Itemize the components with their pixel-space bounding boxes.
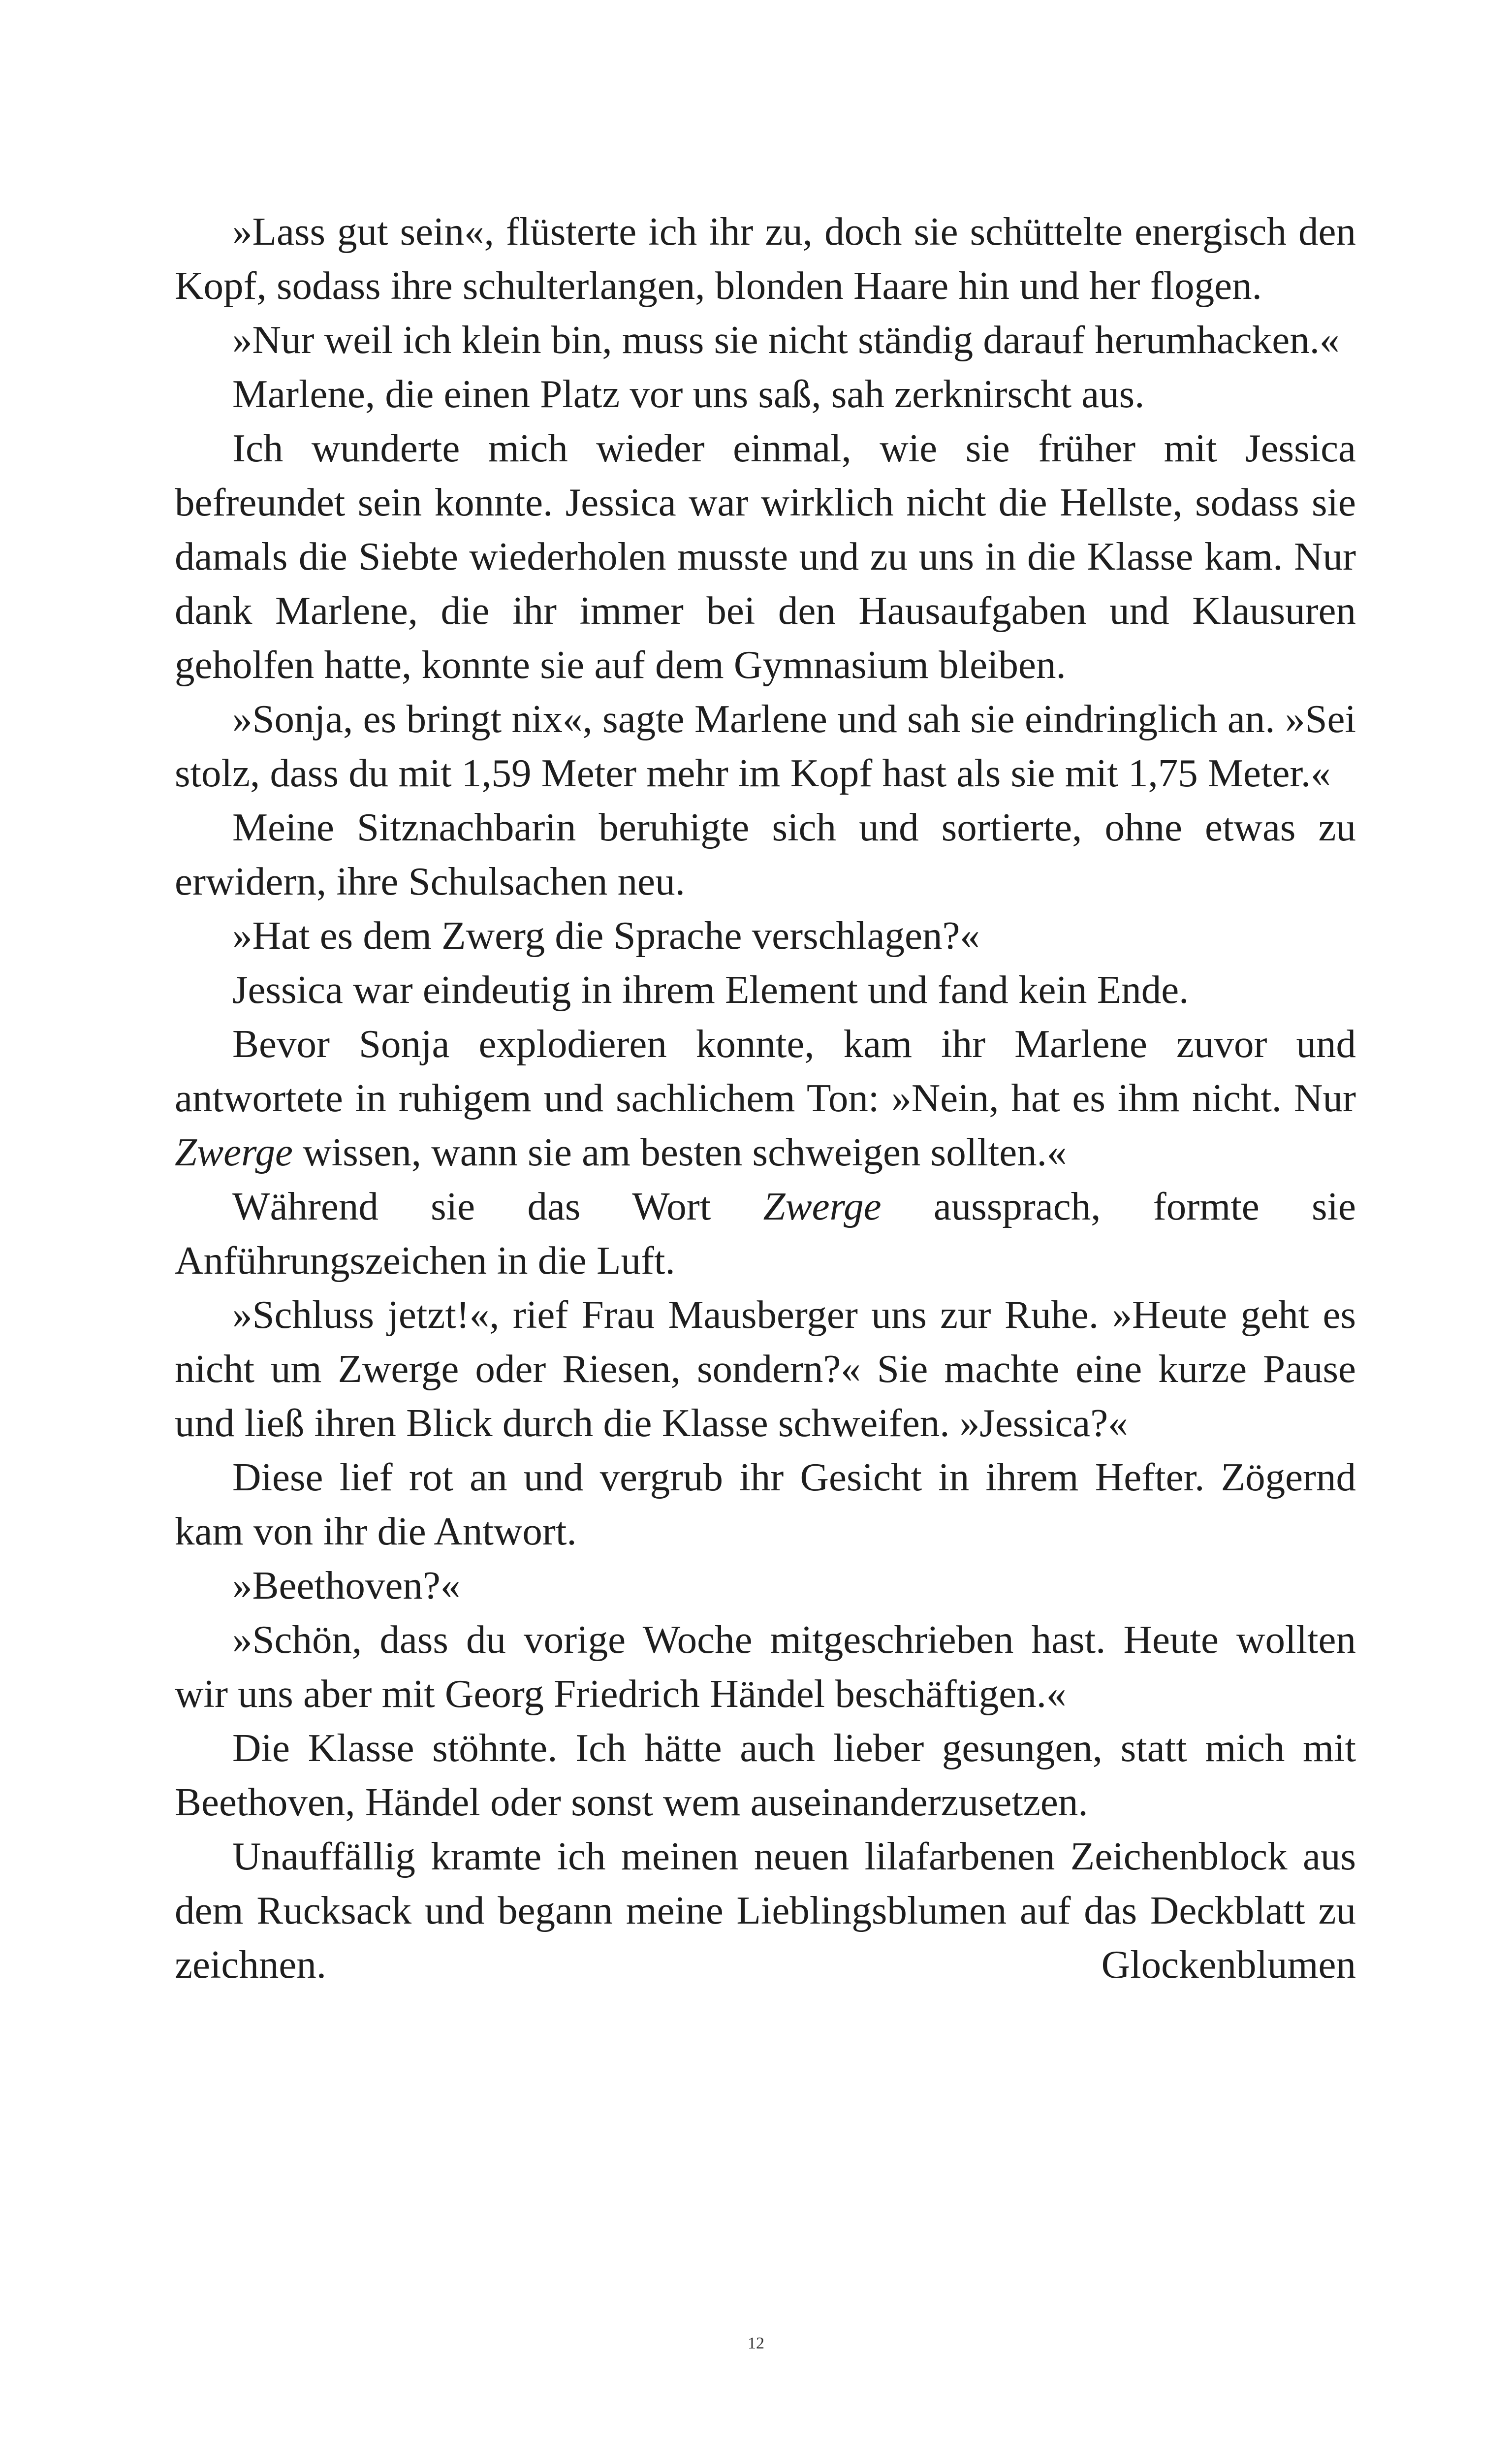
text-run: Während sie das Wort (232, 1184, 763, 1228)
text-run: Unauffällig kramte ich meinen neuen lilafarbenen Zeichenblock aus dem Rucksack und begann meine Lieblingsblumen auf das Deckblatt zu zeichnen. Glockenblumen (175, 1834, 1356, 1987)
paragraph (175, 367, 1356, 421)
page-number: 12 (748, 2334, 764, 2352)
paragraph (175, 421, 1356, 692)
paragraph (175, 1017, 1356, 1179)
paragraph (175, 313, 1356, 367)
emphasized-text: Zwerge (763, 1184, 882, 1228)
text-run: Bevor Sonja explodieren konnte, kam ihr Marlene zuvor und antwortete in ruhigem und sachlichem Ton: »Nein, hat es ihm nicht. Nur (175, 1022, 1356, 1120)
paragraph (175, 963, 1356, 1017)
paragraph (175, 1612, 1356, 1721)
paragraph (175, 800, 1356, 908)
text-run: »Beethoven?« (232, 1563, 461, 1607)
paragraph (175, 1287, 1356, 1450)
text-run: »Schluss jetzt!«, rief Frau Mausberger uns zur Ruhe. »Heute geht es nicht um Zwerge oder Riesen, sondern?« Sie machte eine kurze Pause und ließ ihren Blick durch die Klasse schweifen. »Jessica?« (175, 1292, 1356, 1445)
text-run: »Hat es dem Zwerg die Sprache verschlagen?« (232, 913, 980, 958)
text-run: »Lass gut sein«, flüsterte ich ihr zu, doch sie schüttelte energisch den Kopf, sodass ihre schulterlangen, blonden Haare hin und her flogen. (175, 209, 1356, 308)
paragraph (175, 1450, 1356, 1558)
text-run: Die Klasse stöhnte. Ich hätte auch lieber gesungen, statt mich mit Beethoven, Händel oder sonst wem auseinanderzusetzen. (175, 1726, 1356, 1824)
text-run: Jessica war eindeutig in ihrem Element und fand kein Ende. (232, 967, 1189, 1012)
text-run: Diese lief rot an und vergrub ihr Gesicht in ihrem Hefter. Zögernd kam von ihr die Antwort. (175, 1455, 1356, 1553)
paragraph (175, 1829, 1356, 1992)
text-run: Ich wunderte mich wieder einmal, wie sie früher mit Jessica befreundet sein konnte. Jessica war wirklich nicht die Hellste, sodass sie damals die Siebte wiederholen musste und zu uns in die Klasse kam. Nur dank Marlene, die ihr immer bei den Hausaufgaben und Klausuren geholfen hatte, konnte sie auf dem Gymnasium bleiben. (175, 426, 1356, 687)
paragraph (175, 692, 1356, 800)
text-run: Meine Sitznachbarin beruhigte sich und sortierte, ohne etwas zu erwidern, ihre Schulsachen neu. (175, 805, 1356, 903)
text-run: Marlene, die einen Platz vor uns saß, sah zerknirscht aus. (232, 372, 1145, 416)
paragraph (175, 1558, 1356, 1612)
paragraph (175, 1721, 1356, 1829)
text-run: wissen, wann sie am besten schweigen sollten.« (293, 1130, 1067, 1174)
paragraph (175, 908, 1356, 963)
paragraph (175, 1179, 1356, 1287)
paragraph (175, 204, 1356, 313)
text-run: »Sonja, es bringt nix«, sagte Marlene und sah sie eindringlich an. »Sei stolz, dass du mit 1,59 Meter mehr im Kopf hast als sie mit 1,75 Meter.« (175, 697, 1356, 795)
text-run: »Schön, dass du vorige Woche mitgeschrieben hast. Heute wollten wir uns aber mit Georg Friedrich Händel beschäftigen.« (175, 1617, 1356, 1716)
emphasized-text: Zwerge (175, 1130, 293, 1174)
body-text (175, 204, 1356, 1992)
text-run: aussprach, formte sie Anführungszeichen in die Luft. (175, 1184, 1356, 1283)
text-run: »Nur weil ich klein bin, muss sie nicht ständig darauf herumhacken.« (232, 318, 1340, 362)
